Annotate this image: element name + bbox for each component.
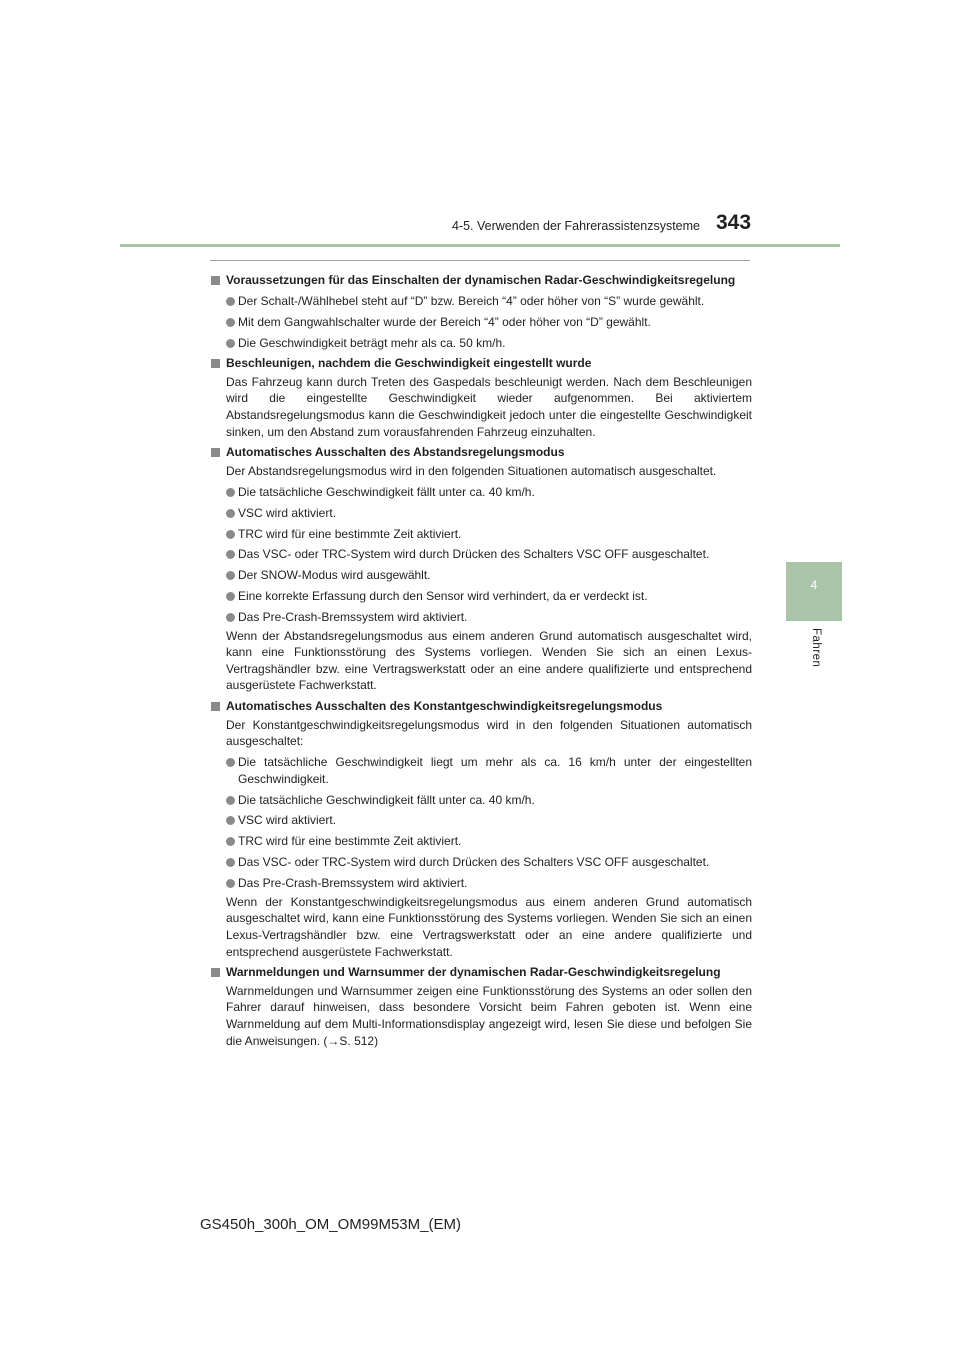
- circle-bullet-icon: [226, 339, 235, 348]
- list-item-text: Das VSC- oder TRC-System wird durch Drücken des Schalters VSC OFF ausgeschaltet.: [238, 547, 710, 562]
- section-warnings: [210, 964, 752, 1049]
- paragraph: Warnmeldungen und Warnsummer zeigen eine Funktionsstörung des Systems an oder sollen den Fahrer darauf hinweisen, dass besondere Vorsicht beim Fahren geboten ist. Wenn eine Warnmeldung auf dem Multi-Informationsdisplay angezeigt wird, lesen Sie diese und befolgen Sie die Anweisungen. (→S. 512): [226, 983, 752, 1048]
- section-heading: [210, 698, 752, 715]
- square-bullet-icon: [211, 968, 220, 977]
- list-item: [210, 854, 752, 871]
- circle-bullet-icon: [226, 816, 235, 825]
- content-top-rule: [210, 260, 750, 261]
- list-item-text: Mit dem Gangwahlschalter wurde der Bereich “4” oder höher von “D” gewählt.: [238, 314, 651, 329]
- section-heading: [210, 355, 752, 372]
- chapter-label: Fahren: [810, 628, 822, 668]
- list-item: [210, 293, 752, 310]
- list-item-text: TRC wird für eine bestimmte Zeit aktiviert.: [238, 834, 462, 849]
- circle-bullet-icon: [226, 592, 235, 601]
- circle-bullet-icon: [226, 318, 235, 327]
- heading-text: Voraussetzungen für das Einschalten der dynamischen Radar-Geschwindigkeitsregelung: [226, 273, 736, 287]
- circle-bullet-icon: [226, 297, 235, 306]
- list-item-text: VSC wird aktiviert.: [238, 505, 337, 520]
- list-item-text: Das VSC- oder TRC-System wird durch Drücken des Schalters VSC OFF ausgeschaltet.: [238, 855, 710, 870]
- header-section-title: 4-5. Verwenden der Fahrerassistenzsysteme: [451, 219, 700, 233]
- list-item: [210, 505, 752, 522]
- list-item: [210, 812, 752, 829]
- list-item: [210, 588, 752, 605]
- content-body: [210, 268, 752, 1049]
- list-item-text: VSC wird aktiviert.: [238, 813, 337, 828]
- section-acceleration: [210, 355, 752, 440]
- circle-bullet-icon: [226, 858, 235, 867]
- paragraph: Der Konstantgeschwindigkeitsregelungsmodus wird in den folgenden Situationen automatisch ausgeschaltet:: [226, 717, 752, 749]
- list-item: [210, 833, 752, 850]
- footer-doc-code: GS450h_300h_OM_OM99M53M_(EM): [200, 1216, 461, 1233]
- list-item-text: Der SNOW-Modus wird ausgewählt.: [238, 568, 431, 583]
- list-item: [210, 567, 752, 584]
- list-item-text: Der Schalt-/Wählhebel steht auf “D” bzw. Bereich “4” oder höher von “S” wurde gewählt.: [238, 293, 705, 308]
- list-item: [210, 875, 752, 892]
- circle-bullet-icon: [226, 530, 235, 539]
- list-item: [210, 609, 752, 626]
- paragraph: Das Fahrzeug kann durch Treten des Gaspedals beschleunigt werden. Nach dem Beschleunigen wird die eingestellte Geschwindigkeit wieder aufgenommen. Bei aktiviertem Abstandsregelungsmodus kann die Geschwindigkeit jedoch unter die eingestellte Geschwindigkeit sinken, um den Abstand zum vorausfahrenden Fahrzeug einzuhalten.: [226, 374, 752, 439]
- header-rule: [120, 244, 840, 247]
- circle-bullet-icon: [226, 488, 235, 497]
- square-bullet-icon: [211, 276, 220, 285]
- heading-text: Automatisches Ausschalten des Konstantgeschwindigkeitsregelungsmodus: [226, 699, 663, 714]
- paragraph: Der Abstandsregelungsmodus wird in den folgenden Situationen automatisch ausgeschaltet.: [226, 463, 717, 478]
- list-item: [210, 792, 752, 809]
- list-item-text: Das Pre-Crash-Bremssystem wird aktiviert.: [238, 610, 468, 625]
- list-item-text: TRC wird für eine bestimmte Zeit aktiviert.: [238, 526, 462, 541]
- list-item: [210, 314, 752, 331]
- square-bullet-icon: [211, 448, 220, 457]
- list-item: [210, 546, 752, 563]
- circle-bullet-icon: [226, 796, 235, 805]
- circle-bullet-icon: [226, 509, 235, 518]
- section-heading: [210, 444, 752, 461]
- list-item-text: Die tatsächliche Geschwindigkeit fällt unter ca. 40 km/h.: [238, 484, 535, 499]
- list-item-text: Die tatsächliche Geschwindigkeit liegt um mehr als ca. 16 km/h unter der eingestellten Geschwindigkeit.: [238, 755, 752, 786]
- paragraph: Wenn der Abstandsregelungsmodus aus einem anderen Grund automatisch ausgeschaltet wird, kann eine Funktionsstörung des Systems vorliegen. Wenden Sie sich an einen Lexus-Vertragshändler bzw. eine Vertragswerkstatt oder an eine andere qualifizierte und entsprechend ausgerüstete Fachwerkstatt.: [226, 628, 752, 693]
- section-constant-speed-mode-off: [210, 698, 752, 960]
- page-number: 343: [716, 211, 752, 234]
- circle-bullet-icon: [226, 758, 235, 767]
- section-heading: [210, 964, 752, 981]
- list-item-text: Das Pre-Crash-Bremssystem wird aktiviert.: [238, 876, 468, 891]
- list-item-text: Die Geschwindigkeit beträgt mehr als ca. 50 km/h.: [238, 335, 506, 350]
- list-item: [210, 484, 752, 501]
- square-bullet-icon: [211, 702, 220, 711]
- list-item: [210, 335, 752, 352]
- heading-text: Beschleunigen, nachdem die Geschwindigkeit eingestellt wurde: [226, 356, 592, 371]
- circle-bullet-icon: [226, 613, 235, 622]
- circle-bullet-icon: [226, 550, 235, 559]
- chapter-number: 4: [810, 578, 818, 592]
- heading-text: Warnmeldungen und Warnsummer der dynamischen Radar-Geschwindigkeitsregelung: [226, 965, 721, 980]
- circle-bullet-icon: [226, 837, 235, 846]
- heading-text: Automatisches Ausschalten des Abstandsregelungsmodus: [226, 445, 565, 460]
- list-item: [210, 526, 752, 543]
- section-distance-mode-off: [210, 444, 752, 694]
- list-item-text: Eine korrekte Erfassung durch den Sensor wird verhindert, da er verdeckt ist.: [238, 589, 648, 604]
- list-item-text: Die tatsächliche Geschwindigkeit fällt unter ca. 40 km/h.: [238, 792, 535, 807]
- section-heading: [210, 272, 752, 289]
- paragraph: Wenn der Konstantgeschwindigkeitsregelungsmodus aus einem anderen Grund automatisch ausgeschaltet wird, kann eine Funktionsstörung des Systems vorliegen. Wenden Sie sich an einen Lexus-Vertragshändler bzw. eine Vertragswerkstatt oder an eine andere qualifizierte und entsprechend ausgerüstete Fachwerkstatt.: [226, 894, 752, 959]
- section-activation-conditions: [210, 272, 752, 351]
- list-item: [210, 754, 752, 787]
- circle-bullet-icon: [226, 879, 235, 888]
- square-bullet-icon: [211, 359, 220, 368]
- circle-bullet-icon: [226, 571, 235, 580]
